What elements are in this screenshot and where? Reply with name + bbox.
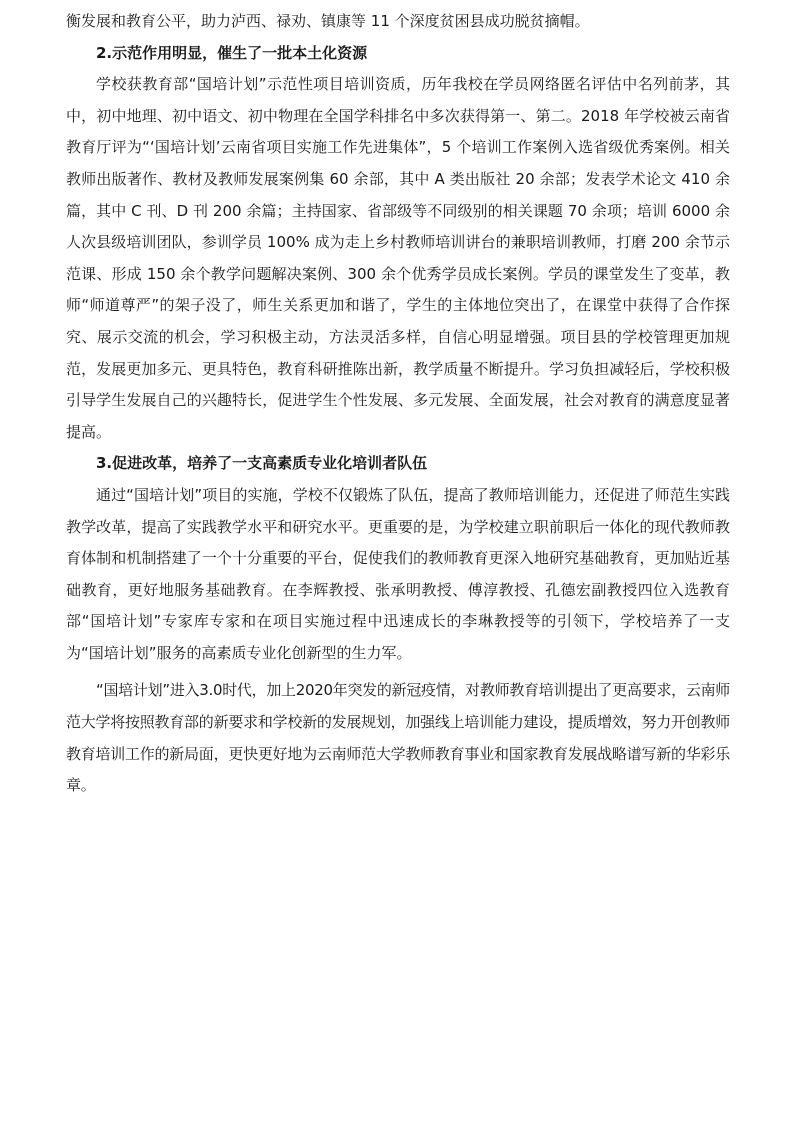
document-page — [66, 6, 730, 802]
section-heading-demonstration-effect: 2.示范作用明显，催生了一批本土化资源 — [96, 43, 368, 62]
paragraph-trainer-team: 通过“国培计划”项目的实施，学校不仅锻炼了队伍，提高了教师培训能力，还促进了师范生实践教学改革，提高了实践教学水平和研究水平。更重要的是，为学校建立职前职后一体化的现代教师教育体制和机制搭建了一个十分重要的平台，促使我们的教师教育更深入地研究基础教育，更加贴近基础教育，更好地服务基础教育。在李辉教授、张承明教授、傅淳教授、孔德宏副教授四位入选教育部“国培计划”专家库专家和在项目实施过程中迅速成长的李琳教授等的引领下，学校培养了一支为“国培计划”服务的高素质专业化创新型的生力军。 — [66, 485, 730, 662]
paragraph-poverty-alleviation-continued: 衡发展和教育公平，助力泸西、禄劝、镇康等 11 个深度贫困县成功脱贫摘帽。 — [66, 12, 590, 30]
section-heading-trainer-team: 3.促进改革，培养了一支高素质专业化培训者队伍 — [96, 454, 428, 473]
paragraph-conclusion: “国培计划”进入3.0时代，加上2020年突发的新冠疫情，对教师教育培训提出了更高要求，云南师范大学将按照教育部的新要求和学校新的发展规划，加强线上培训能力建设，提质增效，努力开创教师教育培训工作的新局面，更快更好地为云南师范大学教师教育事业和国家教育发展战略谱写新的华彩乐章。 — [66, 681, 730, 795]
paragraph-demonstration-effect: 学校获教育部“国培计划”示范性项目培训资质，历年我校在学员网络匿名评估中名列前茅，其中，初中地理、初中语文、初中物理在全国学科排名中多次获得第一、第二。2018 年学校被云南省教育厅评为“‘国培计划’云南省项目实施工作先进集体”，5 个培训工作案例入选省级优秀案例。相关教师出版著作、教材及教师发展案例集 60 余部，其中 A 类出版社 20 余部；发表学术论文 410 余篇，其中 C 刊、D 刊 200 余篇；主持国家、省部级等不同级别的相关课题 70 余项；培训 6000 余人次县级培训团队，参训学员 100% 成为走上乡村教师培训讲台的兼职培训教师，打磨 200 余节示范课、形成 150 余个教学问题解决案例、300 余个优秀学员成长案例。学员的课堂发生了变革，教师“师道尊严”的架子没了，师生关系更加和谐了，学生的主体地位突出了，在课堂中获得了合作探究、展示交流的机会，学习积极主动，方法灵活多样，自信心明显增强。项目县的学校管理更加规范，发展更加多元、更具特色，教育科研推陈出新，教学质量不断提升。学习负担减轻后，学校积极引导学生发展自己的兴趣特长，促进学生个性发展、多元发展、全面发展，社会对教育的满意度显著提高。 — [66, 75, 730, 441]
